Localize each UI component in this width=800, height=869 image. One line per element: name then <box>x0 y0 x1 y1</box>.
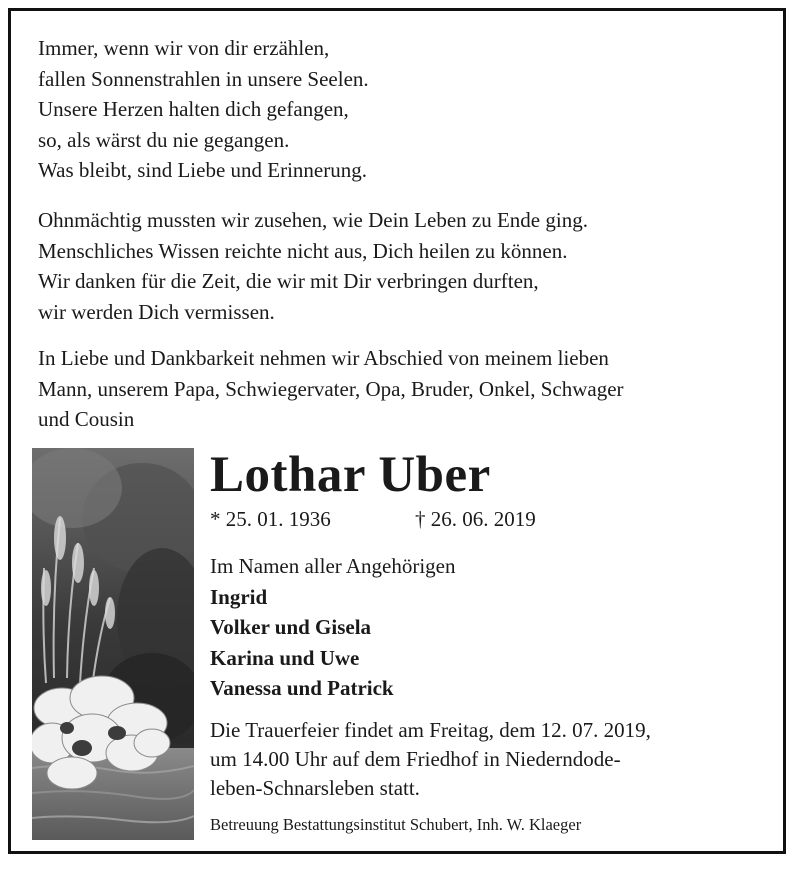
mourners-intro: Im Namen aller Angehörigen <box>210 554 456 578</box>
poem-line: Was bleibt, sind Liebe und Erinnerung. <box>38 158 367 182</box>
ceremony-notice <box>210 716 766 803</box>
farewell-line: In Liebe und Dankbarkeit nehmen wir Abschied von meinem lieben <box>38 346 609 370</box>
funeral-home-note: Betreuung Bestattungsinstitut Schubert, Inh. W. Klaeger <box>210 815 582 834</box>
mourner-name: Ingrid <box>210 584 268 609</box>
farewell-paragraph <box>38 343 768 435</box>
obituary-frame <box>8 8 786 854</box>
mourner-name: Karina und Uwe <box>210 645 360 670</box>
ceremony-line: um 14.00 Uhr auf dem Friedhof in Niederndode- <box>210 747 621 771</box>
tribute-line: Wir danken für die Zeit, die wir mit Dir verbringen durften, <box>38 269 539 293</box>
poem-verse <box>38 33 768 186</box>
tribute-line: Menschliches Wissen reichte nicht aus, Dich heilen zu können. <box>38 238 568 263</box>
farewell-line: Mann, unserem Papa, Schwiegervater, Opa, Bruder, Onkel, Schwager <box>38 376 624 401</box>
poem-line: Unsere Herzen halten dich gefangen, <box>38 97 349 121</box>
tribute-line: wir werden Dich vermissen. <box>38 299 275 324</box>
tribute-paragraph <box>38 205 768 327</box>
mourners-list <box>210 551 456 704</box>
poem-line: so, als wärst du nie gegangen. <box>38 127 290 152</box>
memorial-photo <box>32 448 194 840</box>
life-dates <box>210 507 536 532</box>
poem-line: Immer, wenn wir von dir erzählen, <box>38 36 330 60</box>
mourner-name: Volker und Gisela <box>210 615 372 639</box>
deceased-name: Lothar Uber <box>210 447 491 503</box>
death-date: † 26. 06. 2019 <box>415 507 536 531</box>
ceremony-line: Die Trauerfeier findet am Freitag, dem 12. 07. 2019, <box>210 718 651 742</box>
birth-date: * 25. 01. 1936 <box>210 507 331 531</box>
farewell-line: und Cousin <box>38 407 135 431</box>
ceremony-line: leben-Schnarsleben statt. <box>210 776 420 800</box>
mourner-name: Vanessa und Patrick <box>210 676 394 700</box>
poem-line: fallen Sonnenstrahlen in unsere Seelen. <box>38 66 369 91</box>
tribute-line: Ohnmächtig mussten wir zusehen, wie Dein Leben zu Ende ging. <box>38 208 588 232</box>
